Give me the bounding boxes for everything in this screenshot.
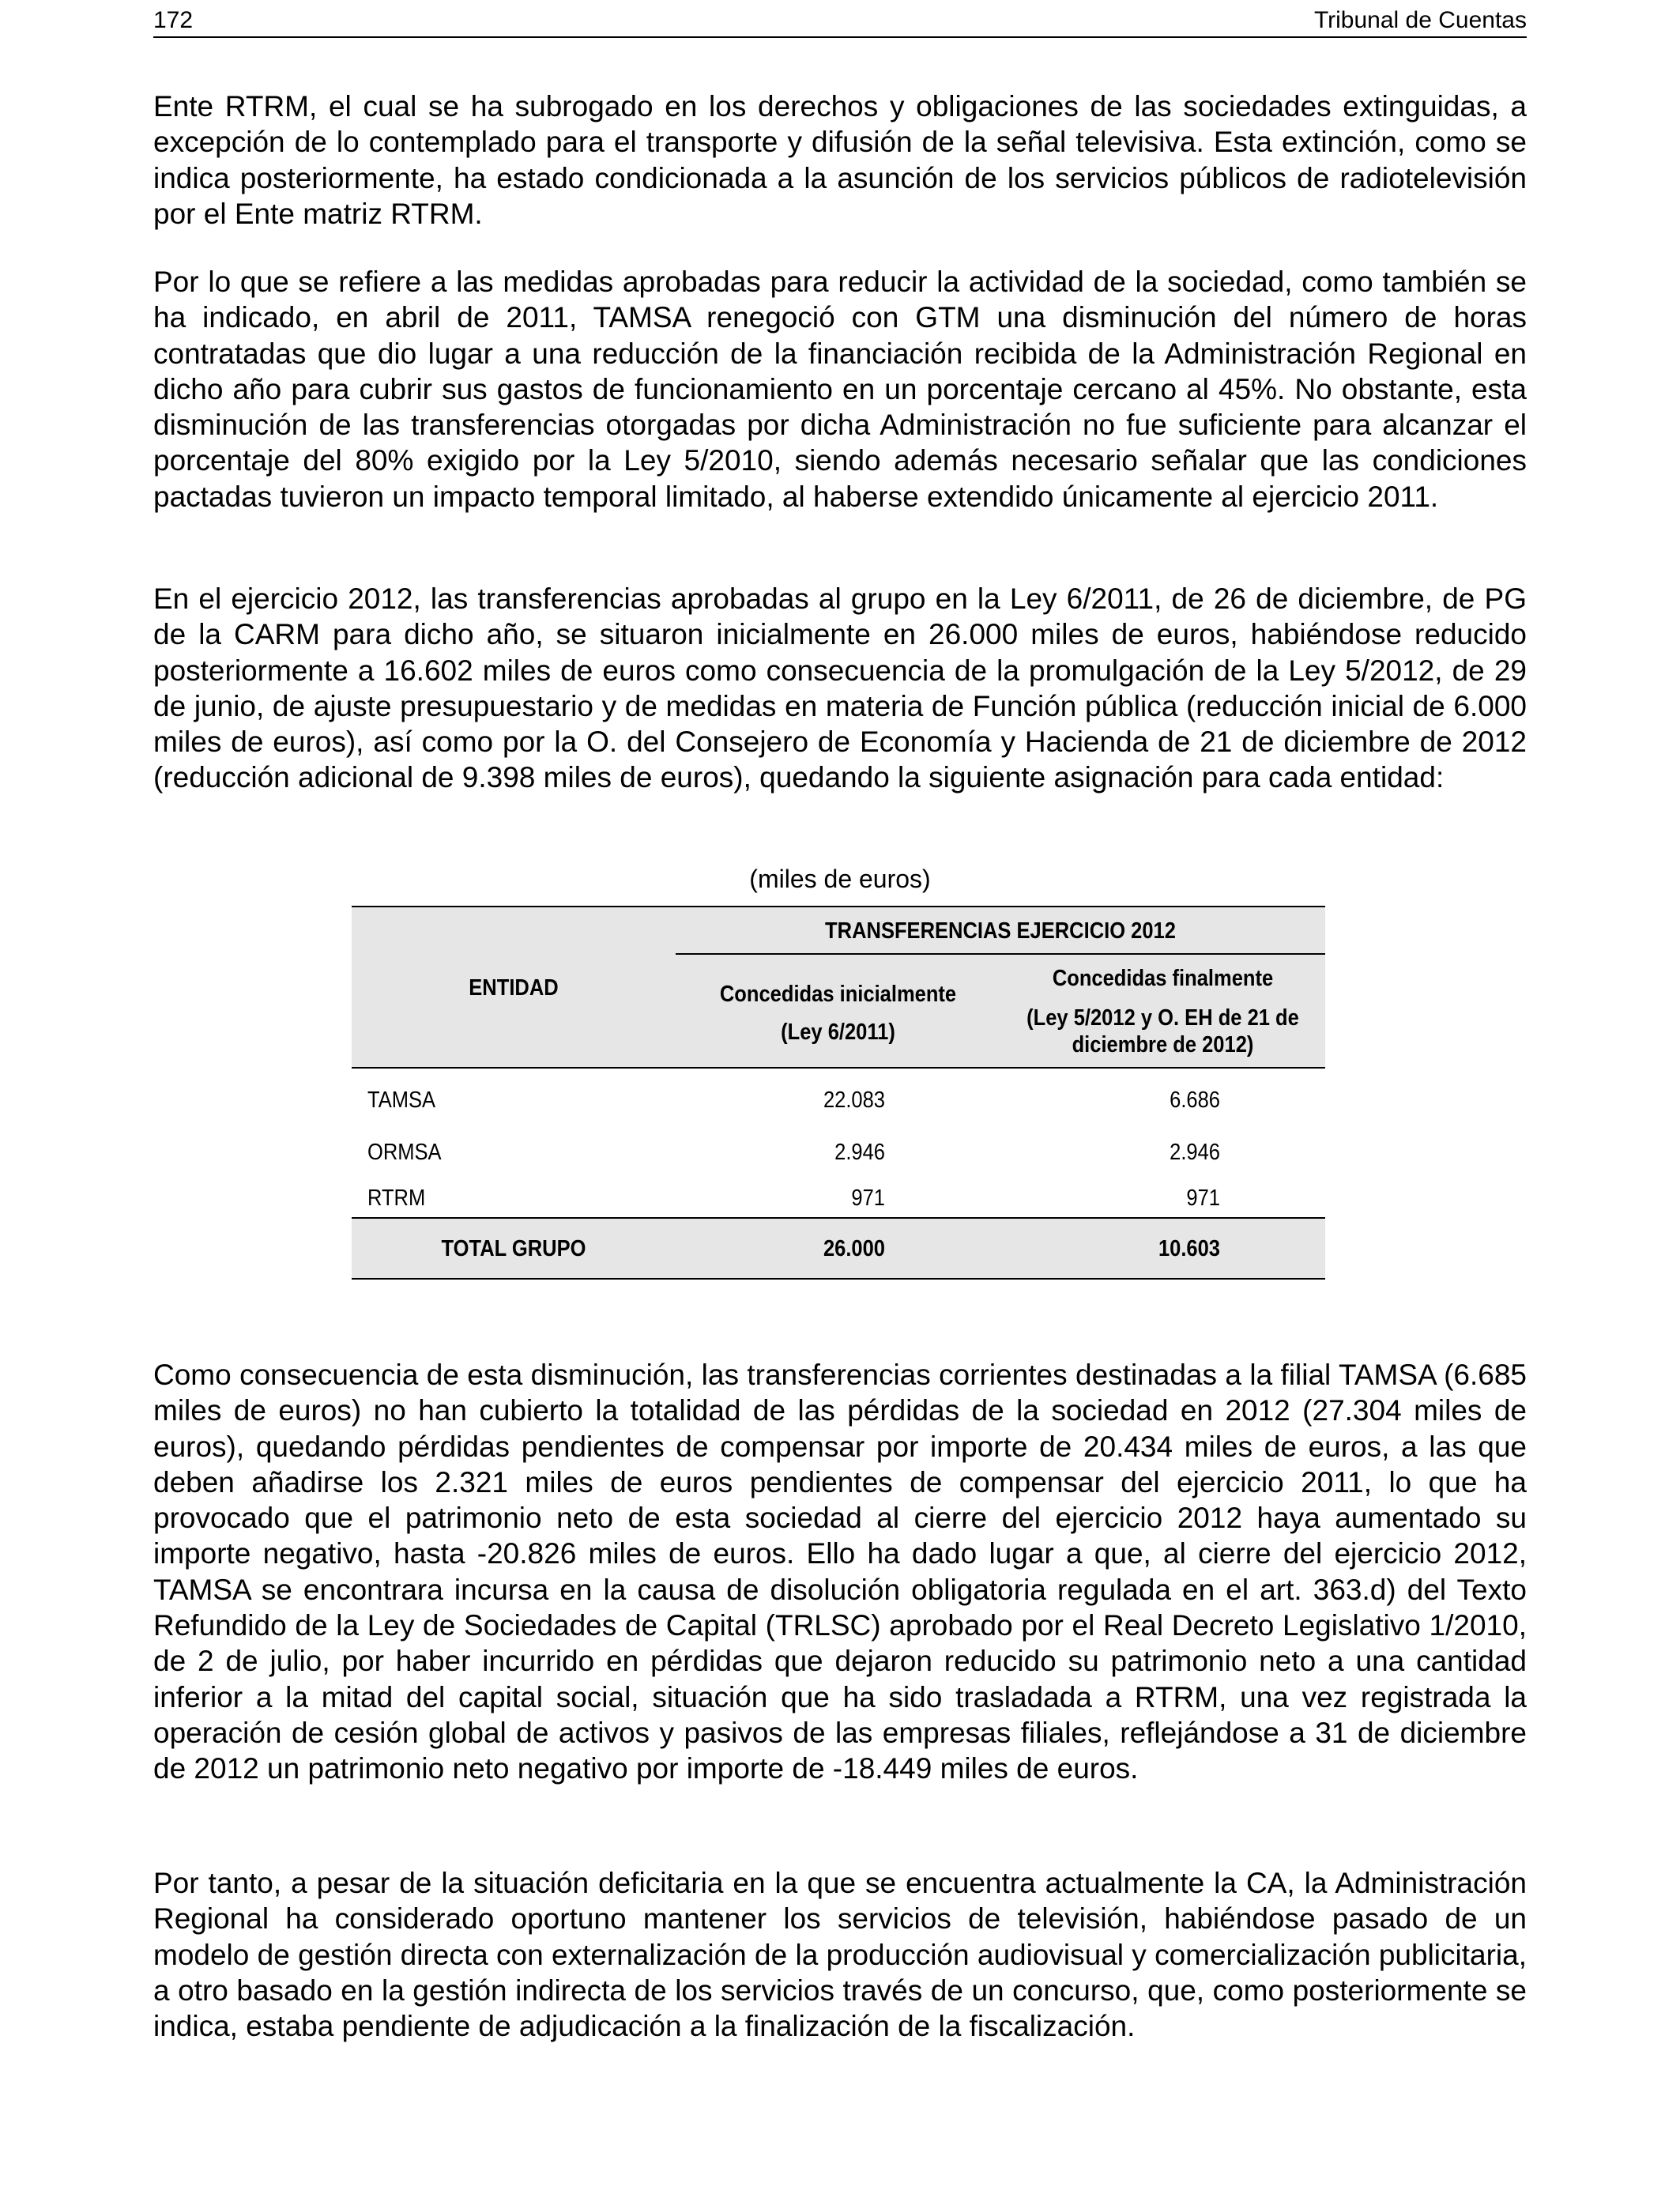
paragraph-5: Por tanto, a pesar de la situación deficitaria en la que se encuentra actualmente la CA, la Administración Regional ha considerado oportuno mantener los servicios de televisión, habiéndose pasado de un modelo de gestión directa con externalización de la producción audiovisual y comercialización publicitaria, a otro basado en la gestión indirecta de los servicios través de un concurso, que, como posteriormente se indica, estaba pendiente de adjudicación a la finalización de la fiscalización. <box>153 1867 1527 2043</box>
table-top-rule <box>352 906 1325 907</box>
table-caption: (miles de euros) <box>749 865 931 893</box>
row-initial: 2.946 <box>834 1140 885 1165</box>
total-top-rule <box>352 1217 1325 1219</box>
row-final: 971 <box>1186 1186 1220 1211</box>
col-header-final-line1: Concedidas finalmente <box>1052 966 1274 991</box>
col-header-final-line2: (Ley 5/2012 y O. EH de 21 de <box>1026 1005 1299 1031</box>
row-initial: 971 <box>851 1186 885 1211</box>
col-header-group: TRANSFERENCIAS EJERCICIO 2012 <box>825 918 1176 944</box>
col-header-final-line3: diciembre de 2012) <box>1072 1032 1254 1057</box>
publication-title: Tribunal de Cuentas <box>1313 7 1527 33</box>
paragraph-3: En el ejercicio 2012, las transferencias aprobadas al grupo en la Ley 6/2011, de 26 de diciembre, de PG de la CARM para dicho año, se situaron inicialmente en 26.000 miles de euros, habiéndose reducido posteriormente a 16.602 miles de euros como consecuencia de la promulgación de la Ley 5/2012, de 29 de junio, de ajuste presupuestario y de medidas en materia de Función pública (reducción inicial de 6.000 miles de euros), así como por la O. del Consejero de Economía y Hacienda de 21 de diciembre de 2012 (reducción adicional de 9.398 miles de euros), quedando la siguiente asignación para cada entidad: <box>153 582 1527 794</box>
col-header-initial-line2: (Ley 6/2011) <box>781 1020 895 1045</box>
paragraph-1: Ente RTRM, el cual se ha subrogado en los derechos y obligaciones de las sociedades extinguidas, a excepción de lo contemplado para el transporte y difusión de la señal televisiva. Esta extinción, como se indica posteriormente, ha estado condicionada a la asunción de los servicios públicos de radiotelevisión por el Ente matriz RTRM. <box>153 90 1527 230</box>
total-entity: TOTAL GRUPO <box>441 1236 586 1261</box>
running-header <box>153 6 1527 38</box>
row-final: 6.686 <box>1170 1088 1220 1113</box>
paragraph-4: Como consecuencia de esta disminución, las transferencias corrientes destinadas a la filial TAMSA (6.685 miles de euros) no han cubierto la totalidad de las pérdidas de la sociedad en 2012 (27.304 miles de euros), quedando pérdidas pendientes de compensar por importe de 20.434 miles de euros, a las que deben añadirse los 2.321 miles de euros pendientes de compensar del ejercicio 2011, lo que ha provocado que el patrimonio neto de esta sociedad al cierre del ejercicio 2012 haya aumentado su importe negativo, hasta -20.826 miles de euros. Ello ha dado lugar a que, al cierre del ejercicio 2012, TAMSA se encontrara incursa en la causa de disolución obligatoria regulada en el art. 363.d) del Texto Refundido de la Ley de Sociedades de Capital (TRLSC) aprobado por el Real Decreto Legislativo 1/2010, de 2 de julio, por haber incurrido en pérdidas que dejaron reducido su patrimonio neto a una cantidad inferior a la mitad del capital social, situación que ha sido trasladada a RTRM, una vez registrada la operación de cesión global de activos y pasivos de las empresas filiales, reflejándose a 31 de diciembre de 2012 un patrimonio neto negativo por importe de -18.449 miles de euros. <box>153 1359 1527 1785</box>
row-initial: 22.083 <box>823 1088 885 1113</box>
row-entity: TAMSA <box>367 1088 436 1113</box>
row-final: 2.946 <box>1170 1140 1220 1165</box>
group-header-rule <box>676 953 1325 955</box>
total-final: 10.603 <box>1158 1236 1220 1261</box>
transfers-table <box>352 906 1325 1285</box>
col-header-initial-line1: Concedidas inicialmente <box>719 982 957 1007</box>
col-header-entity: ENTIDAD <box>469 975 559 1001</box>
row-entity: ORMSA <box>367 1140 442 1165</box>
total-initial: 26.000 <box>823 1236 885 1261</box>
header-bottom-rule <box>352 1067 1325 1069</box>
paragraph-2: Por lo que se refiere a las medidas aprobadas para reducir la actividad de la sociedad, como también se ha indicado, en abril de 2011, TAMSA renegoció con GTM una disminución del número de horas contratadas que dio lugar a una reducción de la financiación recibida de la Administración Regional en dicho año para cubrir sus gastos de funcionamiento en un porcentaje cercano al 45%. No obstante, esta disminución de las transferencias otorgadas por dicha Administración no fue suficiente para alcanzar el porcentaje del 80% exigido por la Ley 5/2010, siendo además necesario señalar que las condiciones pactadas tuvieron un impacto temporal limitado, al haberse extendido únicamente al ejercicio 2011. <box>153 266 1527 513</box>
row-entity: RTRM <box>367 1186 426 1211</box>
page-number: 172 <box>153 7 194 33</box>
table-bottom-rule <box>352 1278 1325 1280</box>
